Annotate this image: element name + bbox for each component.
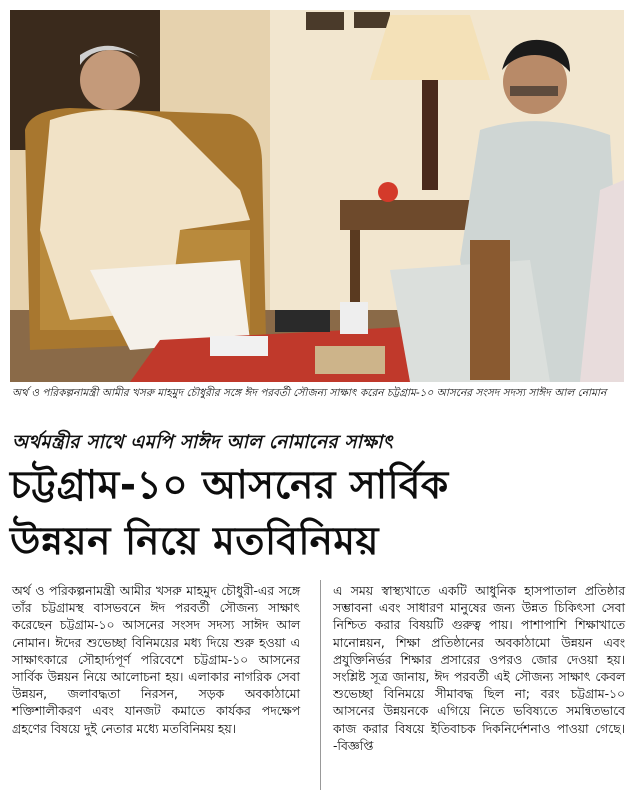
photo-tissue-box [210, 336, 268, 356]
article-headline [10, 458, 624, 570]
news-photo [10, 10, 624, 382]
headline-line-1: চট্টগ্রাম-১০ আসনের সার্বিক [10, 463, 449, 508]
photo-cup [340, 302, 368, 334]
photo-illustration [10, 10, 624, 382]
photo-person-right-glasses [510, 86, 558, 96]
photo-chair-right [470, 240, 510, 380]
photo-caption: অর্থ ও পরিকল্পনামন্ত্রী আমীর খসরু মাহমুদ চৌধুরীর সঙ্গে ঈদ পরবর্তী সৌজন্য সাক্ষাৎ করেন চট্টগ্রাম-১০ আসনের সংসদ সদস্য সাঈদ আল নোমান [12, 387, 607, 399]
photo-lamp-shade [370, 15, 490, 80]
photo-phone [275, 310, 330, 332]
article-body-left: অর্থ ও পরিকল্পনামন্ত্রী আমীর খসরু মাহমুদ চৌধুরী-এর সঙ্গে তাঁর চট্টগ্রামস্থ বাসভবনে ঈদ পরবর্তী সৌজন্য সাক্ষাৎ করেছেন চট্টগ্রাম-১০ আসনের সংসদ সদস্য সাঈদ আল নোমান। ঈদের শুভেচ্ছা বিনিময়ের মধ্য দিয়ে শুরু হওয়া এ সাক্ষাৎকারে সৌহার্দ্যপূর্ণ পরিবেশে চট্টগ্রাম-১০ আসনের সার্বিক উন্নয়ন নিয়ে আলোচনা হয়। এলাকার নাগরিক সেবা উন্নয়ন, জলাবদ্ধতা নিরসন, সড়ক অবকাঠামো শক্তিশালীকরণ এবং যানজট কমাতে কার্যকর পদক্ষেপ গ্রহণের বিষয়ে দুই নেতার মধ্যে মতবিনিময় হয়। [12, 584, 300, 736]
headline-line-2: উন্নয়ন নিয়ে মতবিনিময় [10, 519, 379, 564]
article-body-right: এ সময় স্বাস্থ্যখাতে একটি আধুনিক হাসপাতাল প্রতিষ্ঠার সম্ভাবনা এবং সাধারণ মানুষের জন্য উন্নত চিকিৎসা সেবা নিশ্চিত করার বিষয়টি গুরুত্ব পায়। পাশাপাশি শিক্ষাখাতে মানোন্নয়ন, শিক্ষা প্রতিষ্ঠানের অবকাঠামো উন্নয়ন এবং প্রযুক্তিনির্ভর শিক্ষার প্রসারের ওপরও জোর দেওয়া হয়। সংশ্লিষ্ট সূত্র জানায়, ঈদ পরবর্তী এই সৌজন্য সাক্ষাৎ কেবল শুভেচ্ছা বিনিময়ে সীমাবদ্ধ ছিল না; বরং চট্টগ্রাম-১০ আসনের উন্নয়নকে এগিয়ে নিতে ভবিষ্যতে সমন্বিতভাবে কাজ করার বিষয়ে ইতিবাচক দিকনির্দেশনাও পাওয়া গেছে। -বিজ্ঞপ্তি [333, 584, 625, 753]
photo-basket [315, 346, 385, 374]
photo-frame-1 [306, 12, 344, 30]
photo-frame-2 [354, 12, 390, 28]
article-kicker: অর্থমন্ত্রীর সাথে এমপি সাঈদ আল নোমানের সাক্ষাৎ [12, 432, 393, 453]
photo-flower [378, 182, 398, 202]
photo-lamp-stand [422, 80, 438, 190]
photo-person-left-head [80, 50, 140, 110]
column-divider [320, 580, 321, 790]
